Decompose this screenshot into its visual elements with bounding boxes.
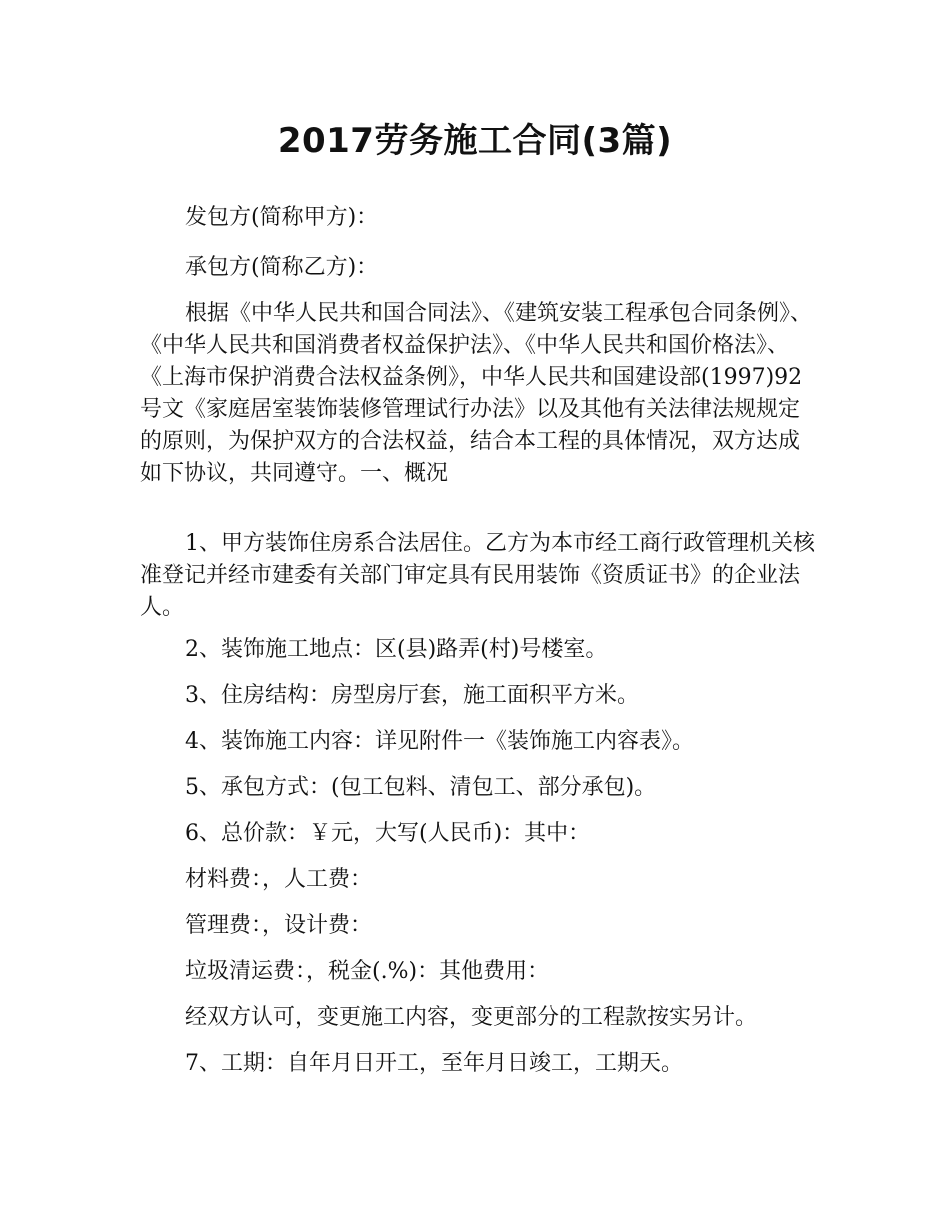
paragraph-item-5: 5、承包方式：(包工包料、清包工、部分承包)。 (185, 775, 657, 800)
paragraph-material-fee: 材料费：，人工费： (185, 867, 373, 892)
paragraph-item-1: 1、甲方装饰住房系合法居住。乙方为本市经工商行政管理机关核准登记并经市建委有关部门审定具有民用装饰《资质证书》的企业法人。 (140, 531, 815, 620)
document-title: 2017劳务施工合同(3篇) (277, 121, 673, 161)
paragraph-change-note: 经双方认可，变更施工内容，变更部分的工程款按实另计。 (185, 1005, 758, 1030)
paragraph-legal-basis: 根据《中华人民共和国合同法》、《建筑安装工程承包合同条例》、《中华人民共和国消费者权益保护法》、《中华人民共和国价格法》、《上海市保护消费合法权益条例》，中华人民共和国建设部(1997)92号文《家庭居室装饰装修管理试行办法》以及其他有关法律法规规定的原则，为保护双方的合法权益，结合本工程的具体情况，双方达成如下协议，共同遵守。一、概况 (140, 301, 813, 486)
paragraph-item-7: 7、工期：自年月日开工，至年月日竣工，工期天。 (185, 1051, 683, 1076)
paragraph-waste-fee: 垃圾清运费：，税金(.%)：其他费用： (185, 959, 550, 984)
paragraph-item-6: 6、总价款：￥元，大写(人民币)：其中： (185, 821, 591, 846)
paragraph-item-4: 4、装饰施工内容：详见附件一《装饰施工内容表》。 (185, 729, 694, 754)
paragraph-contractor: 发包方(简称甲方)： (185, 205, 379, 230)
paragraph-management-fee: 管理费：，设计费： (185, 913, 373, 938)
paragraph-item-2: 2、装饰施工地点：区(县)路弄(村)号楼室。 (185, 637, 608, 662)
paragraph-item-3: 3、住房结构：房型房厅套，施工面积平方米。 (185, 683, 639, 708)
paragraph-subcontractor: 承包方(简称乙方)： (185, 255, 379, 280)
